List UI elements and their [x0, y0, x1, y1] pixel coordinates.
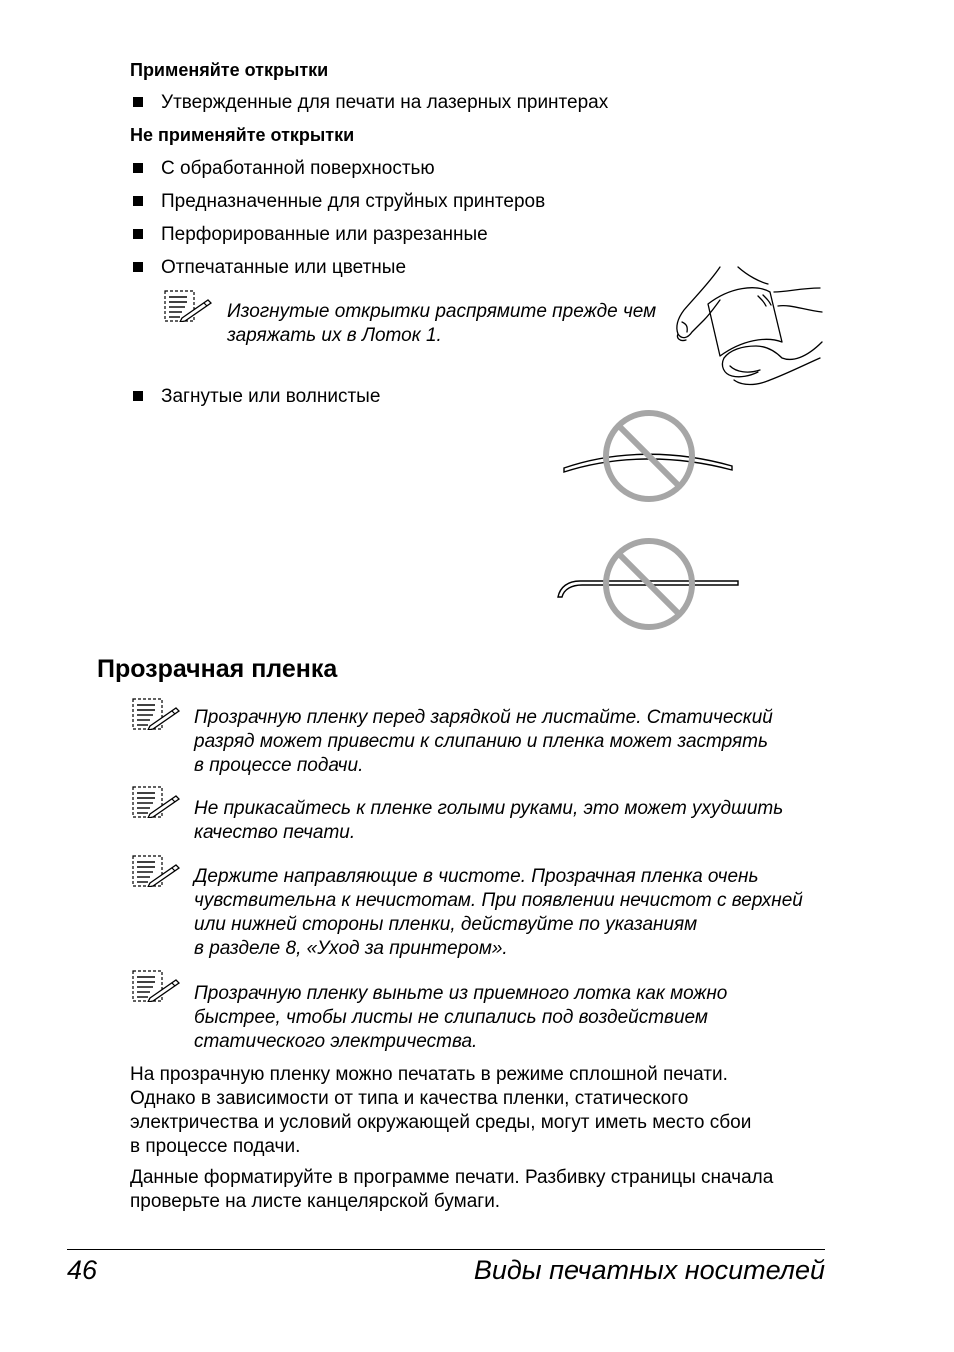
note-pencil-icon — [132, 970, 180, 1002]
note-pencil-icon — [132, 786, 180, 818]
square-bullet — [133, 391, 143, 401]
section-title: Прозрачная пленка — [97, 655, 338, 683]
footer-divider — [67, 1249, 825, 1250]
bent-edge-card-illustration — [552, 533, 746, 637]
square-bullet — [133, 163, 143, 173]
use-cards-heading: Применяйте открытки — [130, 60, 329, 80]
page-number: 46 — [67, 1255, 98, 1285]
note-pencil-icon — [132, 855, 180, 887]
note-pencil-icon — [132, 698, 180, 730]
curved-card-illustration — [556, 404, 746, 508]
note-pencil-icon — [164, 290, 212, 322]
hands-flattening-card-illustration — [670, 262, 830, 390]
square-bullet — [133, 97, 143, 107]
dont-use-cards-heading: Не применяйте открытки — [130, 125, 355, 145]
square-bullet — [133, 229, 143, 239]
body-paragraph: На прозрачную пленку можно печатать в режиме сплошной печати. Однако в зависимости от типа и качества пленки, статического электричества и условий окружающей среды, могут иметь место сбои в процессе подачи. — [130, 1064, 752, 1157]
chapter-title: Виды печатных носителей — [473, 1255, 825, 1285]
curl-note-text: Изогнутые открытки распрямите прежде чем заряжать их в Лоток 1. — [227, 301, 657, 346]
body-paragraph: Данные форматируйте в программе печати. Разбивку страницы сначала проверьте на листе канцелярской бумаги. — [130, 1167, 774, 1212]
note-text: Прозрачную пленку перед зарядкой не листайте. Статический разряд может привести к слипанию и пленка может застрять в процессе подачи. — [194, 707, 773, 776]
note-text: Прозрачную пленку выньте из приемного лотка как можно быстрее, чтобы листы не слипались под воздействием статического электричества. — [194, 983, 728, 1052]
note-text: Не прикасайтесь к пленке голыми руками, это может ухудшить качество печати. — [194, 798, 784, 843]
square-bullet — [133, 196, 143, 206]
square-bullet — [133, 262, 143, 272]
note-text: Держите направляющие в чистоте. Прозрачная пленка очень чувствительна к нечистотам. При появлении нечистот с верхней или нижней стороны пленки, действуйте по указаниям в разделе 8, «Уход за принтером». — [194, 866, 803, 959]
